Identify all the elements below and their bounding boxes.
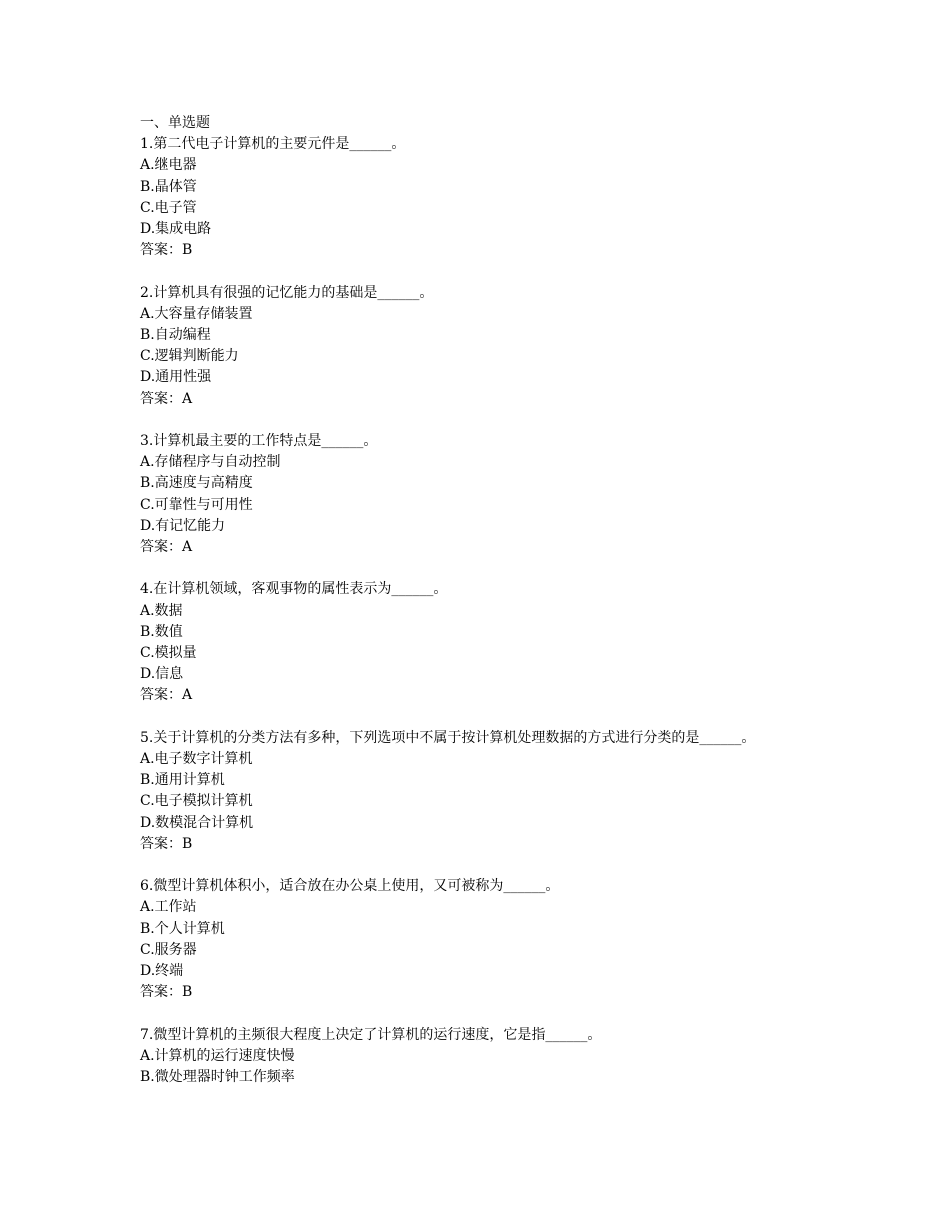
- option-d: D.有记忆能力: [140, 517, 226, 534]
- option-d: D.通用性强: [140, 369, 212, 386]
- option-c: C.电子管: [140, 199, 197, 216]
- question-3: [140, 431, 840, 558]
- option-b: B.自动编程: [140, 327, 211, 344]
- option-d: D.数模混合计算机: [140, 814, 254, 831]
- option-a: A.计算机的运行速度快慢: [140, 1047, 295, 1064]
- question-stem: 4.在计算机领域，客观事物的属性表示为______。: [140, 581, 448, 598]
- question-stem: 3.计算机最主要的工作特点是______。: [140, 433, 378, 450]
- question-stem: 5.关于计算机的分类方法有多种，下列选项中不属于按计算机处理数据的方式进行分类的是______。: [140, 729, 756, 746]
- question-7: [140, 1025, 840, 1089]
- option-d: D.终端: [140, 963, 184, 980]
- option-c: C.逻辑判断能力: [140, 348, 239, 365]
- option-a: A.工作站: [140, 899, 197, 916]
- option-a: A.存储程序与自动控制: [140, 454, 281, 471]
- option-c: C.服务器: [140, 941, 197, 958]
- option-a: A.继电器: [140, 157, 197, 174]
- option-c: C.模拟量: [140, 645, 197, 662]
- option-a: A.数据: [140, 602, 183, 619]
- option-d: D.信息: [140, 666, 184, 683]
- option-a: A.大容量存储装置: [140, 305, 253, 322]
- answer: 答案：A: [140, 687, 193, 704]
- option-d: D.集成电路: [140, 221, 212, 238]
- option-b: B.通用计算机: [140, 772, 225, 789]
- section-title: 一、单选题: [140, 115, 210, 131]
- question-1: [140, 134, 840, 261]
- option-c: C.可靠性与可用性: [140, 496, 253, 513]
- question-stem: 1.第二代电子计算机的主要元件是______。: [140, 136, 406, 153]
- option-c: C.电子模拟计算机: [140, 793, 253, 810]
- answer: 答案：B: [140, 984, 193, 1001]
- question-4: [140, 579, 840, 706]
- question-6: [140, 876, 840, 1003]
- document-page: [140, 113, 840, 1109]
- option-b: B.数值: [140, 623, 183, 640]
- question-2: [140, 283, 840, 410]
- answer: 答案：A: [140, 390, 193, 407]
- answer: 答案：A: [140, 539, 193, 556]
- question-stem: 7.微型计算机的主频很大程度上决定了计算机的运行速度，它是指______。: [140, 1026, 602, 1043]
- question-5: [140, 728, 840, 855]
- option-b: B.微处理器时钟工作频率: [140, 1069, 295, 1086]
- option-b: B.晶体管: [140, 178, 197, 195]
- question-stem: 2.计算机具有很强的记忆能力的基础是______。: [140, 284, 434, 301]
- answer: 答案：B: [140, 835, 193, 852]
- answer: 答案：B: [140, 242, 193, 259]
- option-a: A.电子数字计算机: [140, 751, 253, 768]
- option-b: B.高速度与高精度: [140, 475, 253, 492]
- option-b: B.个人计算机: [140, 920, 225, 937]
- question-stem: 6.微型计算机体积小，适合放在办公桌上使用，又可被称为______。: [140, 878, 560, 895]
